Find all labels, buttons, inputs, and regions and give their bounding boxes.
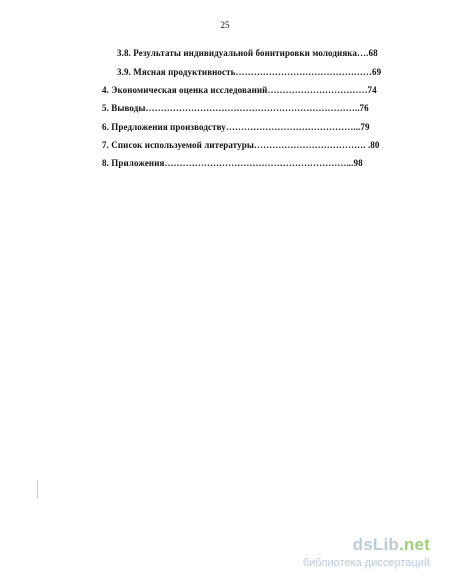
toc-entry-text: 6. Предложения производству……………………………………...79 bbox=[102, 122, 370, 132]
watermark-subtitle: библиотека диссертаций bbox=[302, 557, 430, 569]
toc-entry-text: 7. Список используемой литературы………………………………. .80 bbox=[102, 140, 380, 150]
toc-entry-3-9 bbox=[117, 67, 381, 77]
dslib-watermark bbox=[280, 535, 430, 577]
logo-accent-text: .net bbox=[398, 535, 430, 554]
dslib-logo bbox=[353, 535, 430, 555]
page-number: 25 bbox=[220, 20, 230, 30]
toc-entry-8 bbox=[102, 158, 363, 168]
toc-entry-5 bbox=[102, 103, 369, 113]
logo-main-text: dsLib bbox=[352, 535, 399, 554]
toc-entry-4 bbox=[102, 85, 377, 95]
toc-entry-text: 3.8. Результаты индивидуальной бонитировки молодняка….68 bbox=[117, 48, 378, 58]
scan-artifact bbox=[37, 480, 38, 498]
toc-entry-6 bbox=[102, 122, 370, 132]
toc-entry-text: 4. Экономическая оценка исследований……………………………74 bbox=[102, 85, 377, 95]
toc-entry-text: 5. Выводы……………………………………………………………..76 bbox=[102, 103, 369, 113]
toc-entry-text: 8. Приложения……………………………………………………...98 bbox=[102, 158, 363, 168]
toc-entry-3-8 bbox=[117, 48, 378, 58]
toc-entry-7 bbox=[102, 140, 379, 150]
toc-entry-text: 3.9. Мясная продуктивность………………………………………69 bbox=[117, 67, 382, 77]
